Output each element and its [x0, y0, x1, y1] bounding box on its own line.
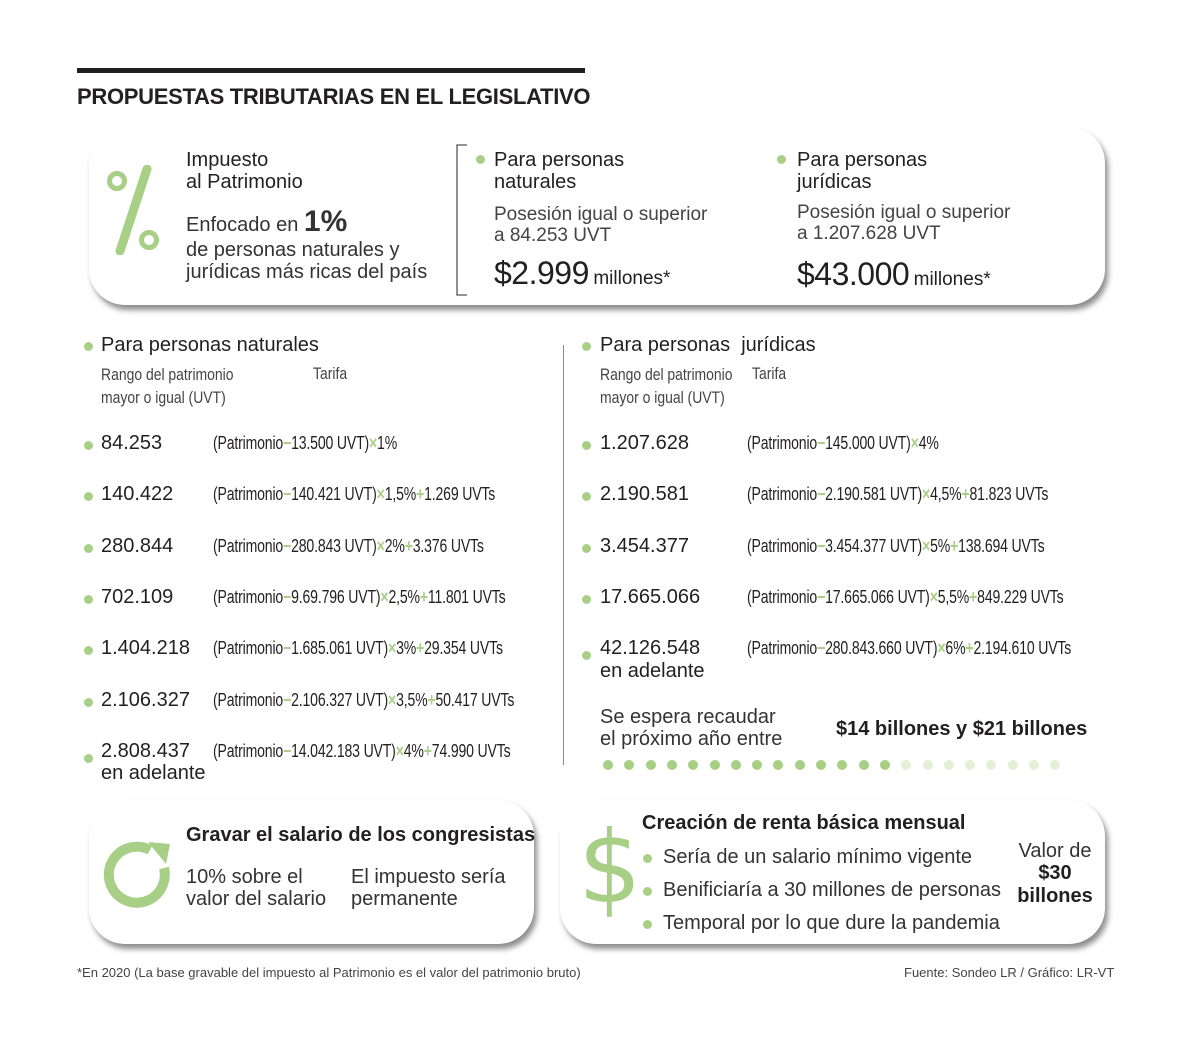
formula-base: (Patrimonio	[213, 586, 284, 607]
naturales-summary-bullet	[476, 155, 485, 164]
naturales-col-range-line1: Rango del patrimonio	[101, 365, 234, 384]
formula-base: (Patrimonio	[213, 740, 284, 761]
juridicas-row-bullet	[582, 441, 591, 450]
formula-addition: 849.229 UVTs	[977, 586, 1064, 607]
times-icon: ×	[395, 740, 404, 761]
times-icon: ×	[929, 586, 938, 607]
formula-rate: 5%	[930, 535, 951, 556]
formula-addition: 81.823 UVTs	[969, 484, 1049, 505]
naturales-row-formula	[213, 484, 495, 504]
minus-icon: −	[817, 638, 826, 659]
formula-rate: 4%	[403, 740, 424, 761]
naturales-summary-amount: $2.999	[494, 255, 589, 291]
focus-line2: de personas naturales y	[186, 238, 400, 261]
formula-rate: 3%	[396, 638, 417, 659]
naturales-col-range-line2: mayor o igual (UVT)	[101, 387, 226, 407]
naturales-row-formula	[213, 638, 503, 658]
formula-rate: 3,5%	[396, 689, 428, 710]
formula-rate: 2,5%	[388, 586, 420, 607]
formula-deduction: 17.665.066 UVT)	[825, 586, 930, 607]
juridicas-row-range-value: 17.665.066	[600, 585, 701, 608]
divider-dot	[795, 760, 805, 770]
juridicas-row-range	[600, 535, 689, 557]
juridicas-row-formula	[747, 484, 1048, 504]
naturales-table-title: Para personas naturales	[101, 334, 319, 356]
renta-value-line1: Valor de	[1018, 840, 1092, 862]
naturales-row-range-value: 1.404.218	[101, 637, 190, 660]
plus-icon: +	[419, 586, 428, 607]
times-icon: ×	[376, 535, 385, 556]
divider-dot	[603, 760, 613, 770]
juridicas-row-bullet	[582, 544, 591, 553]
formula-deduction: 1.685.061 UVT)	[291, 638, 389, 659]
divider-dot	[624, 760, 634, 770]
renta-value	[1000, 840, 1110, 907]
minus-icon: −	[817, 586, 826, 607]
juridicas-row-range	[600, 483, 689, 505]
juridicas-summary-amount: $43.000	[797, 256, 910, 292]
juridicas-row-range-value: 2.190.581	[600, 483, 689, 506]
juridicas-table-title: Para personas jurídicas	[600, 334, 816, 356]
times-icon: ×	[937, 638, 946, 659]
juridicas-row-range-value: 42.126.548	[600, 637, 701, 660]
renta-item: Benificiaría a 30 millones de personas	[663, 879, 1001, 901]
formula-base: (Patrimonio	[747, 586, 818, 607]
naturales-row-formula	[213, 433, 397, 453]
naturales-row-bullet	[84, 754, 93, 763]
plus-icon: +	[950, 535, 959, 556]
dollar-icon: $	[578, 809, 642, 926]
plus-icon: +	[423, 740, 432, 761]
naturales-row-range	[101, 432, 162, 454]
divider-dot	[731, 760, 741, 770]
juridicas-summary-bullet	[777, 155, 786, 164]
juridicas-row-range	[600, 637, 705, 682]
naturales-col-rate: Tarifa	[313, 364, 348, 383]
minus-icon: −	[817, 433, 826, 453]
juridicas-col-rate: Tarifa	[752, 364, 787, 383]
minus-icon: −	[283, 433, 292, 453]
formula-base: (Patrimonio	[747, 484, 818, 505]
times-icon: ×	[922, 484, 931, 505]
formula-addition: 50.417 UVTs	[435, 689, 515, 710]
juridicas-summary-title-line1: Para personas	[797, 149, 928, 171]
juridicas-col-range-line2: mayor o igual (UVT)	[600, 387, 725, 407]
juridicas-summary-title	[797, 149, 927, 194]
naturales-row-formula	[213, 741, 510, 761]
formula-base: (Patrimonio	[747, 535, 818, 556]
divider-dot	[667, 760, 677, 770]
naturales-row-range	[101, 586, 173, 608]
plus-icon: +	[969, 586, 978, 607]
divider-dot	[986, 760, 996, 770]
naturales-row-range	[101, 483, 173, 505]
times-icon: ×	[369, 433, 378, 453]
formula-addition: 138.694 UVTs	[958, 535, 1045, 556]
congresistas-col1-line1: 10% sobre el	[186, 866, 303, 888]
formula-deduction: 3.454.377 UVT)	[825, 535, 923, 556]
renta-title: Creación de renta básica mensual	[642, 812, 966, 834]
focus-prefix: Enfocado en	[186, 214, 299, 236]
naturales-row-formula	[213, 690, 514, 710]
naturales-row-range-value: 140.422	[101, 483, 174, 506]
naturales-row-range-value: 702.109	[101, 585, 174, 608]
formula-deduction: 2.106.327 UVT)	[291, 689, 389, 710]
patrimonio-name-line2: al Patrimonio	[186, 171, 303, 194]
naturales-row-range	[101, 689, 190, 711]
juridicas-summary-desc	[797, 202, 1010, 245]
juridicas-row-bullet	[582, 492, 591, 501]
naturales-summary-desc-line2: a 84.253 UVT	[494, 225, 612, 247]
renta-item-bullet	[643, 854, 652, 863]
formula-rate: 4,5%	[930, 484, 962, 505]
juridicas-row-range	[600, 586, 700, 608]
recaudo-line2: el próximo año entre	[600, 728, 783, 751]
minus-icon: −	[817, 535, 826, 556]
formula-deduction: 140.421 UVT)	[291, 484, 377, 505]
recaudo-line1: Se espera recaudar	[600, 706, 776, 728]
times-icon: ×	[376, 484, 385, 505]
juridicas-summary-unit: millones*	[913, 269, 991, 290]
juridicas-row-range	[600, 432, 689, 454]
plus-icon: +	[427, 689, 436, 710]
page-title: PROPUESTAS TRIBUTARIAS EN EL LEGISLATIVO	[77, 84, 591, 109]
focus-pct: 1%	[303, 205, 348, 238]
divider-dot	[923, 760, 933, 770]
formula-rate: 1,5%	[384, 484, 417, 505]
bracket-divider	[455, 144, 469, 296]
patrimonio-name	[186, 149, 303, 194]
juridicas-col-range-line1: Rango del patrimonio	[600, 365, 733, 384]
times-icon: ×	[922, 535, 931, 556]
times-icon: ×	[388, 689, 397, 710]
formula-base: (Patrimonio	[213, 689, 284, 710]
footnote: *En 2020 (La base gravable del impuesto al Patrimonio es el valor del patrimonio bruto)	[77, 965, 581, 980]
juridicas-col-range	[600, 364, 733, 410]
formula-deduction: 9.69.796 UVT)	[291, 586, 381, 607]
naturales-row-bullet	[84, 492, 93, 501]
juridicas-row-range-suffix: en adelante	[600, 659, 705, 682]
percent-icon	[104, 165, 162, 255]
ring-icon	[100, 838, 176, 914]
formula-base: (Patrimonio	[213, 433, 284, 453]
naturales-summary-title-line2: naturales	[494, 171, 577, 194]
formula-rate: 1%	[377, 433, 398, 453]
naturales-summary-title	[494, 149, 624, 194]
title-rule	[77, 68, 585, 73]
times-icon: ×	[388, 638, 397, 659]
juridicas-summary-amount-row	[797, 257, 991, 293]
formula-deduction: 280.843 UVT)	[291, 535, 377, 556]
juridicas-row-range-value: 3.454.377	[600, 534, 689, 557]
juridicas-row-formula	[747, 587, 1064, 607]
naturales-summary-title-line1: Para personas	[494, 149, 625, 171]
naturales-summary-amount-row	[494, 256, 670, 292]
minus-icon: −	[283, 484, 292, 505]
plus-icon: +	[404, 535, 413, 556]
plus-icon: +	[965, 638, 974, 659]
naturales-summary-desc	[494, 204, 707, 247]
plus-icon: +	[416, 484, 425, 505]
naturales-summary-unit: millones*	[593, 268, 671, 289]
formula-deduction: 145.000 UVT)	[825, 433, 911, 453]
formula-deduction: 2.190.581 UVT)	[825, 484, 923, 505]
naturales-row-range-value: 2.808.437	[101, 739, 190, 762]
juridicas-row-bullet	[582, 595, 591, 604]
formula-addition: 29.354 UVTs	[424, 638, 503, 659]
divider-dot	[816, 760, 826, 770]
divider-dot	[901, 760, 911, 770]
formula-addition: 3.376 UVTs	[412, 535, 484, 556]
naturales-row-bullet	[84, 544, 93, 553]
naturales-row-range-value: 2.106.327	[101, 688, 190, 711]
times-icon: ×	[910, 433, 919, 453]
naturales-col-range	[101, 364, 234, 410]
plus-icon: +	[961, 484, 970, 505]
juridicas-table-bullet	[582, 342, 591, 351]
divider-dot	[837, 760, 847, 770]
formula-deduction: 13.500 UVT)	[291, 433, 370, 453]
minus-icon: −	[283, 638, 292, 659]
formula-base: (Patrimonio	[747, 638, 818, 659]
formula-base: (Patrimonio	[213, 638, 284, 659]
recaudo-text	[600, 706, 782, 751]
divider-dot	[944, 760, 954, 770]
minus-icon: −	[817, 484, 826, 505]
formula-addition: 74.990 UVTs	[431, 740, 511, 761]
naturales-table-bullet	[84, 342, 93, 351]
patrimonio-name-line1: Impuesto	[186, 149, 269, 171]
formula-addition: 1.269 UVTs	[424, 484, 496, 505]
naturales-row-range	[101, 740, 206, 785]
juridicas-row-formula	[747, 536, 1044, 556]
congresistas-col2	[351, 866, 506, 911]
focus-line1	[186, 205, 427, 239]
naturales-row-range	[101, 535, 173, 557]
formula-deduction: 14.042.183 UVT)	[291, 740, 396, 761]
juridicas-summary-desc-line1: Posesión igual o superior	[797, 202, 1011, 223]
renta-item: Temporal por lo que dure la pandemia	[663, 912, 1000, 934]
times-icon: ×	[380, 586, 389, 607]
formula-rate: 2%	[384, 535, 405, 556]
formula-deduction: 280.843.660 UVT)	[825, 638, 938, 659]
naturales-row-formula	[213, 587, 506, 607]
juridicas-row-bullet	[582, 651, 591, 660]
divider-dot	[646, 760, 656, 770]
naturales-row-formula	[213, 536, 484, 556]
source-credit: Fuente: Sondeo LR / Gráfico: LR-VT	[904, 965, 1115, 980]
juridicas-summary-desc-line2: a 1.207.628 UVT	[797, 223, 941, 245]
congresistas-col2-line2: permanente	[351, 888, 458, 911]
naturales-row-bullet	[84, 646, 93, 655]
juridicas-row-formula	[747, 433, 939, 453]
recaudo-amount: $14 billones y $21 billones	[836, 718, 1088, 740]
formula-addition: 2.194.610 UVTs	[973, 638, 1072, 659]
naturales-row-range-value: 84.253	[101, 432, 163, 454]
naturales-row-range-suffix: en adelante	[101, 762, 206, 785]
divider-dot	[880, 760, 890, 770]
renta-item-bullet	[643, 887, 652, 896]
naturales-row-bullet	[84, 441, 93, 450]
juridicas-row-formula	[747, 638, 1071, 658]
juridicas-row-range-value: 1.207.628	[600, 432, 689, 454]
congresistas-col2-line1: El impuesto sería	[351, 866, 506, 888]
congresistas-title: Gravar el salario de los congresistas	[186, 824, 536, 846]
plus-icon: +	[416, 638, 425, 659]
divider-dot	[965, 760, 975, 770]
divider-dot	[688, 760, 698, 770]
renta-value-line3: billones	[1017, 884, 1093, 907]
formula-base: (Patrimonio	[747, 433, 818, 453]
divider-dot	[1008, 760, 1018, 770]
patrimonio-focus	[186, 205, 427, 283]
focus-line3: jurídicas más ricas del país	[186, 260, 428, 283]
divider-dot	[773, 760, 783, 770]
divider-dot	[859, 760, 869, 770]
naturales-summary-desc-line1: Posesión igual o superior	[494, 204, 708, 225]
naturales-row-bullet	[84, 595, 93, 604]
congresistas-col1	[186, 866, 326, 911]
formula-base: (Patrimonio	[213, 535, 284, 556]
renta-item-bullet	[643, 920, 652, 929]
formula-rate: 6%	[945, 638, 966, 659]
table-divider	[563, 345, 564, 765]
juridicas-summary-title-line2: jurídicas	[797, 171, 872, 194]
formula-rate: 4%	[918, 433, 939, 453]
minus-icon: −	[283, 689, 292, 710]
naturales-row-bullet	[84, 698, 93, 707]
divider-dot	[1029, 760, 1039, 770]
congresistas-col1-line2: valor del salario	[186, 888, 327, 911]
naturales-row-range	[101, 637, 190, 659]
renta-value-line2: $30	[1038, 862, 1072, 885]
formula-addition: 11.801 UVTs	[427, 586, 506, 607]
divider-dot	[1050, 760, 1060, 770]
naturales-row-range-value: 280.844	[101, 534, 174, 557]
minus-icon: −	[283, 535, 292, 556]
formula-rate: 5,5%	[937, 586, 970, 607]
minus-icon: −	[283, 740, 292, 761]
divider-dot	[752, 760, 762, 770]
divider-dot	[710, 760, 720, 770]
minus-icon: −	[283, 586, 292, 607]
renta-item: Sería de un salario mínimo vigente	[663, 846, 973, 868]
formula-base: (Patrimonio	[213, 484, 284, 505]
